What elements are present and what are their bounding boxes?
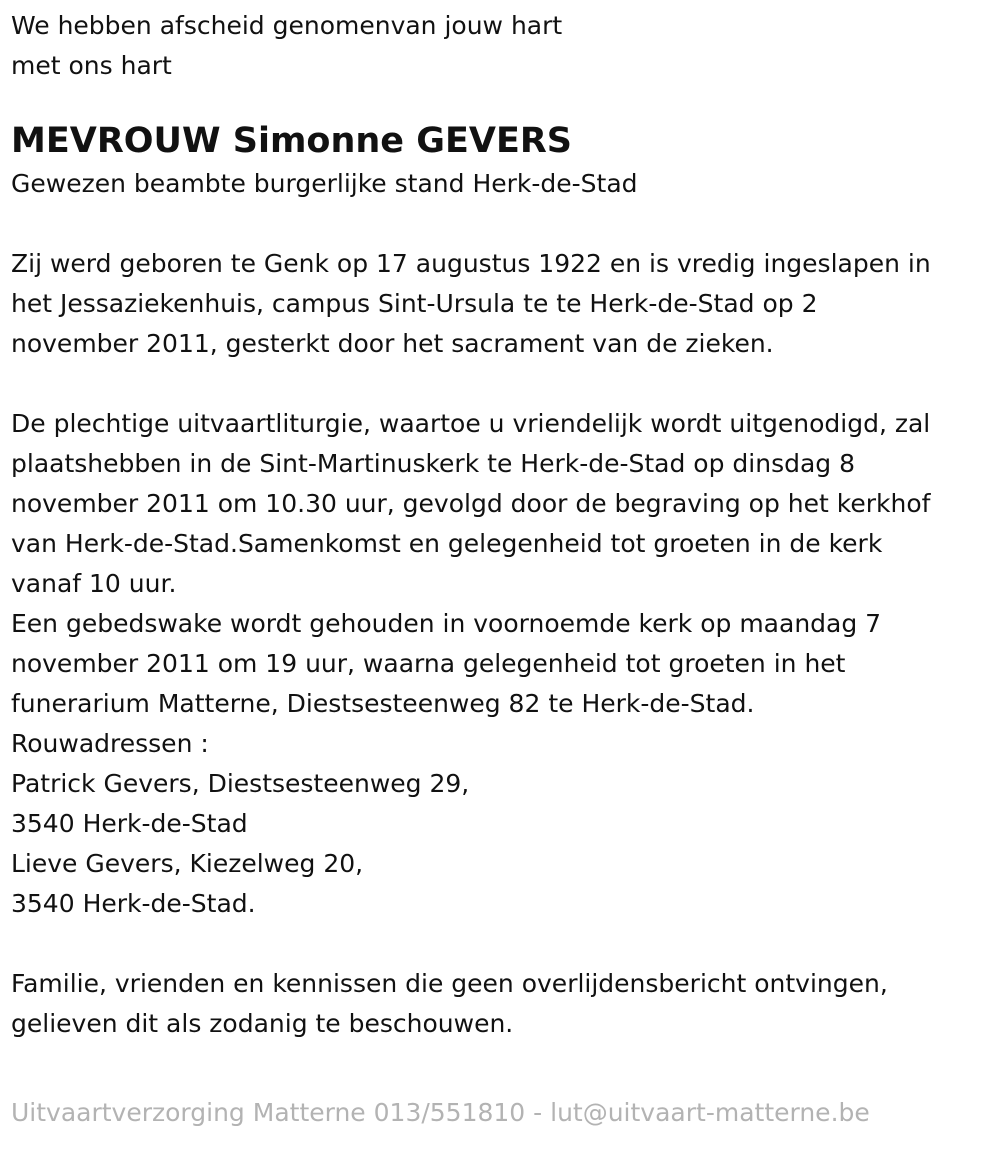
address-line: Patrick Gevers, Diestsesteenweg 29, — [11, 769, 470, 798]
deceased-name: MEVROUW Simonne GEVERS — [11, 121, 573, 161]
mourning-addresses-heading: Rouwadressen : — [11, 729, 209, 758]
spacer — [11, 924, 1000, 964]
paragraph-line: Een gebedswake wordt gehouden in voornoemde kerk op maandag 7 — [11, 609, 882, 638]
intro-line: We hebben afscheid genomenvan jouw hart — [11, 11, 563, 40]
paragraph-line: het Jessaziekenhuis, campus Sint-Ursula te te Herk-de-Stad op 2 — [11, 289, 818, 318]
paragraph-line: van Herk-de-Stad.Samenkomst en gelegenheid tot groeten in de kerk — [11, 529, 883, 558]
spacer — [11, 204, 1000, 244]
funeral-home-footer: Uitvaartverzorging Matterne 013/551810 - lut@uitvaart-matterne.be — [11, 1098, 870, 1127]
paragraph-line: Zij werd geboren te Genk op 17 augustus 1922 en is vredig ingeslapen in — [11, 249, 931, 278]
paragraph-line: Familie, vrienden en kennissen die geen overlijdensbericht ontvingen, — [11, 969, 888, 998]
intro-line: met ons hart — [11, 51, 172, 80]
paragraph-line: november 2011 om 10.30 uur, gevolgd door de begraving op het kerkhof — [11, 489, 931, 518]
deceased-occupation: Gewezen beambte burgerlijke stand Herk-de-Stad — [11, 169, 638, 198]
paragraph-line: november 2011, gesterkt door het sacrament van de zieken. — [11, 329, 774, 358]
spacer — [11, 364, 1000, 404]
paragraph-line: plaatshebben in de Sint-Martinuskerk te Herk-de-Stad op dinsdag 8 — [11, 449, 856, 478]
paragraph-line: gelieven dit als zodanig te beschouwen. — [11, 1009, 514, 1038]
address-line: 3540 Herk-de-Stad — [11, 809, 248, 838]
address-line: Lieve Gevers, Kiezelweg 20, — [11, 849, 364, 878]
paragraph-line: vanaf 10 uur. — [11, 569, 177, 598]
paragraph-line: De plechtige uitvaartliturgie, waartoe u vriendelijk wordt uitgenodigd, zal — [11, 409, 931, 438]
address-line: 3540 Herk-de-Stad. — [11, 889, 256, 918]
funeral-paragraph — [11, 404, 1000, 924]
closing-paragraph — [11, 964, 1000, 1044]
intro-quote — [11, 6, 1000, 86]
paragraph-line: november 2011 om 19 uur, waarna gelegenheid tot groeten in het — [11, 649, 846, 678]
paragraph-line: funerarium Matterne, Diestsesteenweg 82 te Herk-de-Stad. — [11, 689, 755, 718]
birth-paragraph — [11, 244, 1000, 364]
